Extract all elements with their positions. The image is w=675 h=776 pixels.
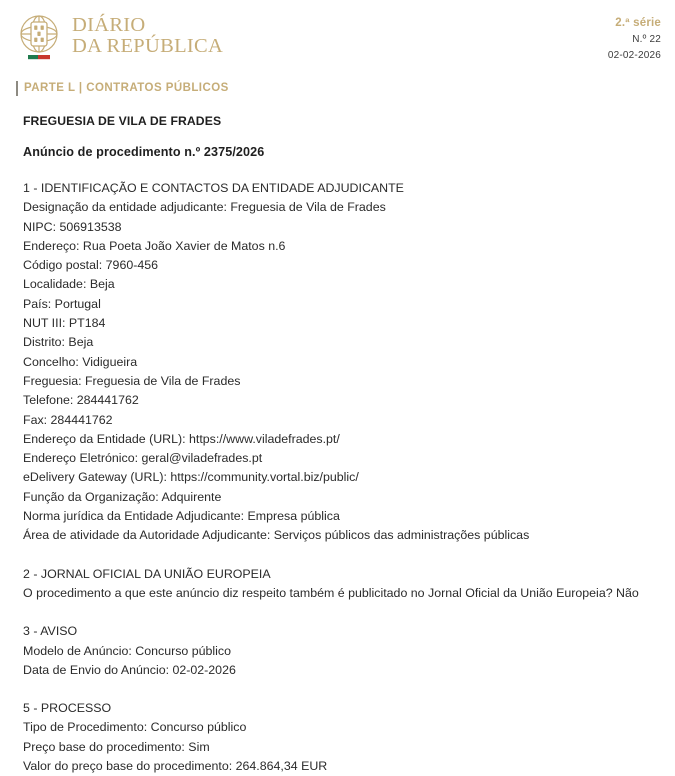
section-heading: 2 - JORNAL OFICIAL DA UNIÃO EUROPEIA bbox=[23, 566, 271, 581]
section-line: Concelho: Vidigueira bbox=[23, 354, 138, 369]
section-line: Preço base do procedimento: Sim bbox=[23, 739, 210, 754]
section-line: Freguesia: Freguesia de Vila de Frades bbox=[23, 373, 241, 388]
section-line: O procedimento a que este anúncio diz respeito também é publicitado no Jornal Oficial da União Europeia? Não bbox=[23, 585, 639, 600]
section-line: Endereço da Entidade (URL): https://www.viladefrades.pt/ bbox=[23, 431, 340, 446]
issue-info bbox=[608, 16, 661, 63]
issue-date: 02-02-2026 bbox=[607, 50, 661, 61]
section-line: Distrito: Beja bbox=[23, 335, 94, 350]
section-line: Endereço: Rua Poeta João Xavier de Matos n.6 bbox=[23, 238, 286, 253]
section-line: Tipo de Procedimento: Concurso público bbox=[23, 720, 247, 735]
section-line: Código postal: 7960-456 bbox=[23, 258, 159, 273]
section-line: Área de atividade da Autoridade Adjudicante: Serviços públicos das administrações públicas bbox=[23, 528, 530, 543]
portuguese-republic-armillary-emblem bbox=[16, 13, 62, 61]
section-line: eDelivery Gateway (URL): https://community.vortal.biz/public/ bbox=[23, 470, 359, 485]
announcement-title: Anúncio de procedimento n.º 2375/2026 bbox=[23, 145, 265, 159]
document-section bbox=[23, 622, 661, 680]
section-line: Telefone: 284441762 bbox=[23, 393, 139, 408]
sections-container bbox=[23, 179, 661, 776]
section-line: Norma jurídica da Entidade Adjudicante: Empresa pública bbox=[23, 509, 340, 524]
wordmark-line-2: DA REPÚBLICA bbox=[72, 35, 224, 57]
section-heading: 1 - IDENTIFICAÇÃO E CONTACTOS DA ENTIDADE ADJUDICANTE bbox=[23, 181, 404, 195]
document-section bbox=[23, 565, 661, 604]
issue-series: 2.ª série bbox=[615, 17, 661, 29]
diario-da-republica-brand bbox=[16, 13, 223, 61]
section-line: Localidade: Beja bbox=[23, 277, 115, 292]
section-line: NUT III: PT184 bbox=[23, 316, 106, 331]
wordmark-line-1: DIÁRIO bbox=[72, 14, 146, 36]
section-line: NIPC: 506913538 bbox=[23, 219, 122, 234]
section-line: Designação da entidade adjudicante: Freguesia de Vila de Frades bbox=[23, 200, 386, 215]
part-bar-accent bbox=[16, 81, 18, 96]
section-heading: 5 - PROCESSO bbox=[23, 701, 112, 716]
issue-number: N.º 22 bbox=[632, 34, 661, 45]
part-bar-label: PARTE L | CONTRATOS PÚBLICOS bbox=[24, 82, 229, 94]
section-line: Endereço Eletrónico: geral@viladefrades.pt bbox=[23, 451, 263, 466]
section-line: País: Portugal bbox=[23, 296, 101, 311]
part-bar bbox=[16, 80, 675, 96]
document-section bbox=[23, 179, 661, 546]
wordmark bbox=[72, 13, 223, 57]
page-header bbox=[0, 0, 675, 70]
section-line: Fax: 284441762 bbox=[23, 412, 113, 427]
section-line: Valor do preço base do procedimento: 264.864,34 EUR bbox=[23, 759, 328, 774]
document-section bbox=[23, 699, 661, 776]
section-line: Função da Organização: Adquirente bbox=[23, 489, 222, 504]
entity-title: FREGUESIA DE VILA DE FRADES bbox=[23, 114, 222, 128]
section-line: Data de Envio do Anúncio: 02-02-2026 bbox=[23, 662, 236, 677]
section-heading: 3 - AVISO bbox=[23, 624, 78, 639]
document-body bbox=[0, 114, 675, 776]
section-line: Modelo de Anúncio: Concurso público bbox=[23, 643, 232, 658]
